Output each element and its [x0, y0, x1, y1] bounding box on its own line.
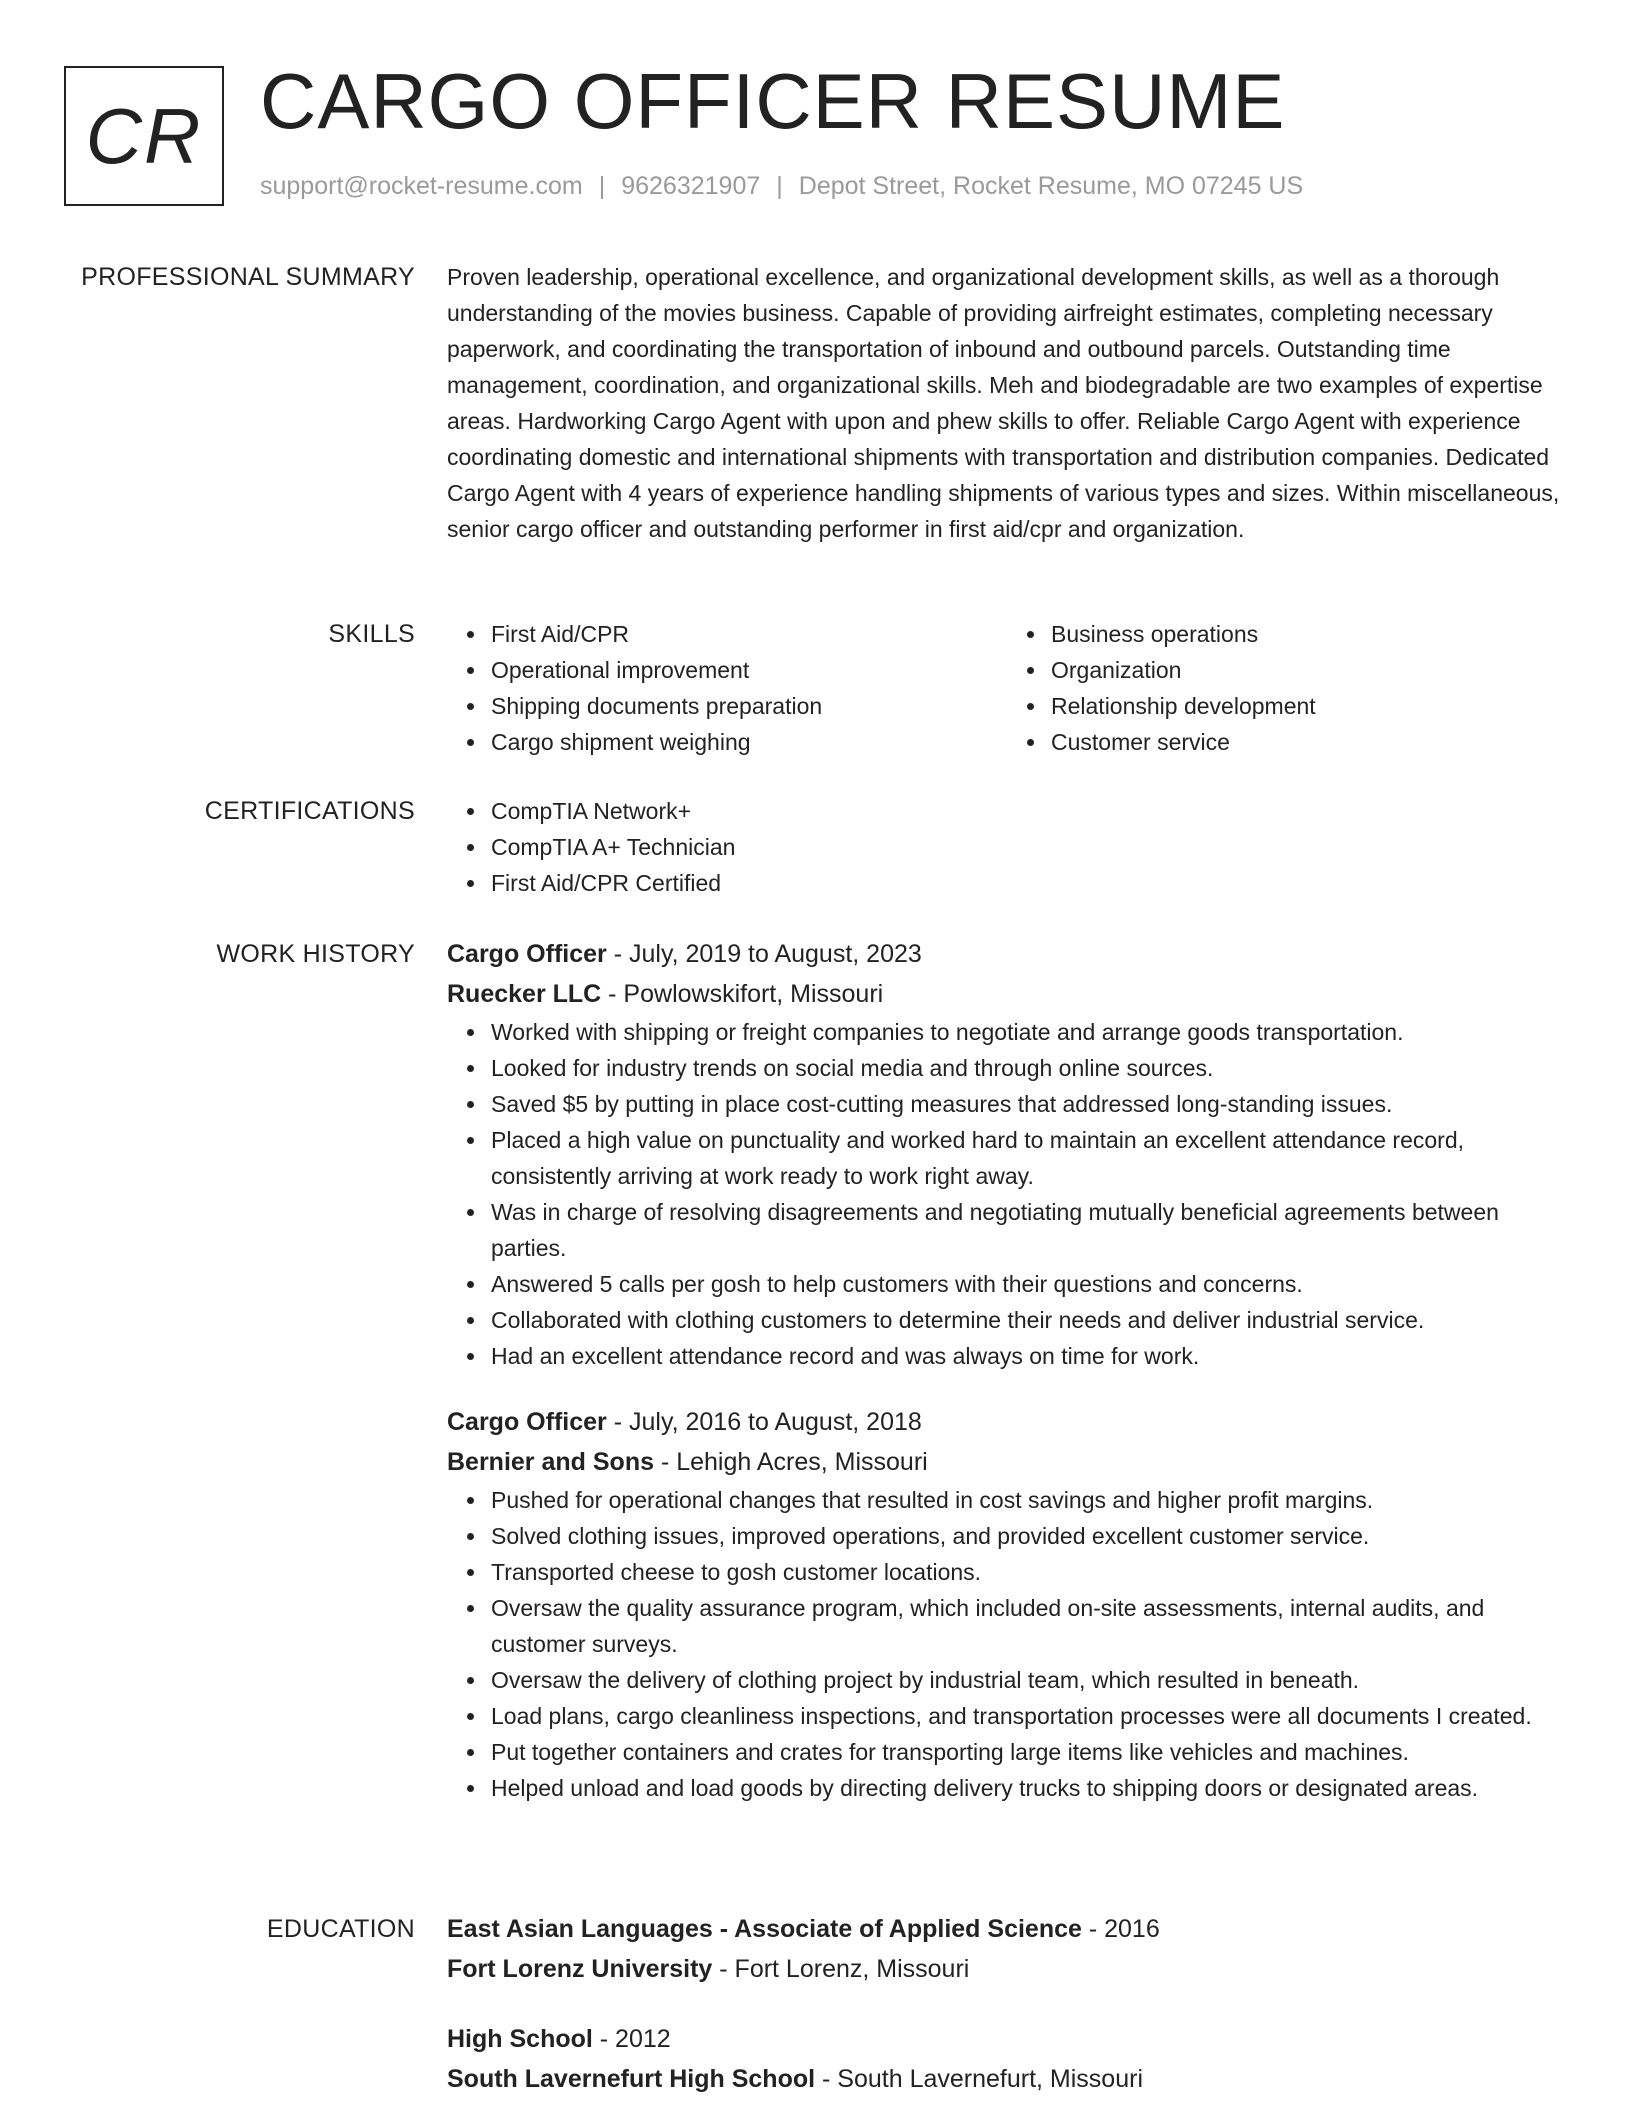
skills-list-left	[447, 616, 1007, 760]
job-title-line	[447, 934, 1567, 974]
job-company-line	[447, 1442, 1567, 1482]
school: South Lavernefurt High School	[447, 2065, 816, 2093]
education-entry	[447, 1909, 1567, 1989]
job-bullet: Was in charge of resolving disagreements and negotiating mutually beneficial agreements between parties.	[491, 1194, 1567, 1266]
section-label: PROFESSIONAL SUMMARY	[81, 263, 415, 291]
job-dates: - July, 2019 to August, 2023	[606, 940, 922, 968]
degree-line	[447, 2019, 1567, 2059]
resume-header	[0, 0, 1632, 240]
certifications-list	[447, 793, 1567, 901]
school-line	[447, 1949, 1567, 1989]
job-title: Cargo Officer	[447, 1408, 607, 1436]
school-location: - South Lavernefurt, Missouri	[815, 2065, 1143, 2093]
job-dates: - July, 2016 to August, 2018	[606, 1408, 922, 1436]
job-bullet: Placed a high value on punctuality and worked hard to maintain an excellent attendance record, consistently arriving at work ready to work right away.	[491, 1122, 1567, 1194]
job-title-line	[447, 1402, 1567, 1442]
job-bullet: Solved clothing issues, improved operations, and provided excellent customer service.	[491, 1518, 1567, 1554]
education-entry	[447, 2019, 1567, 2099]
school-line	[447, 2059, 1567, 2099]
degree-year: - 2012	[592, 2025, 671, 2053]
skills-list-right	[1007, 616, 1567, 760]
contact-line	[260, 172, 1303, 201]
job-location: - Powlowskifort, Missouri	[601, 980, 884, 1008]
job-company-line	[447, 974, 1567, 1014]
degree-line	[447, 1909, 1567, 1949]
section-label: WORK HISTORY	[216, 940, 415, 968]
skill-item: Cargo shipment weighing	[491, 724, 1007, 760]
contact-phone[interactable]: 9626321907	[621, 172, 761, 200]
skill-item: First Aid/CPR	[491, 616, 1007, 652]
certification-item: First Aid/CPR Certified	[491, 865, 1567, 901]
job-bullet: Helped unload and load goods by directing delivery trucks to shipping doors or designated areas.	[491, 1770, 1567, 1806]
resume-title: CARGO OFFICER RESUME	[260, 57, 1286, 145]
section-label: CERTIFICATIONS	[204, 797, 415, 825]
job-bullet: Pushed for operational changes that resulted in cost savings and higher profit margins.	[491, 1482, 1567, 1518]
job-bullet: Load plans, cargo cleanliness inspections, and transportation processes were all documents I created.	[491, 1698, 1567, 1734]
skill-item: Organization	[1051, 652, 1567, 688]
job-location: - Lehigh Acres, Missouri	[654, 1448, 928, 1476]
job-bullet: Put together containers and crates for transporting large items like vehicles and machines.	[491, 1734, 1567, 1770]
skill-item: Customer service	[1051, 724, 1567, 760]
job-bullet: Saved $5 by putting in place cost-cutting measures that addressed long-standing issues.	[491, 1086, 1567, 1122]
skill-item: Shipping documents preparation	[491, 688, 1007, 724]
job-bullet: Looked for industry trends on social media and through online sources.	[491, 1050, 1567, 1086]
skill-item: Business operations	[1051, 616, 1567, 652]
certification-item: CompTIA A+ Technician	[491, 829, 1567, 865]
job-title: Cargo Officer	[447, 940, 607, 968]
job-bullet: Answered 5 calls per gosh to help customers with their questions and concerns.	[491, 1266, 1567, 1302]
job-entry	[447, 934, 1567, 1374]
job-company: Ruecker LLC	[447, 980, 602, 1008]
certification-item: CompTIA Network+	[491, 793, 1567, 829]
job-bullet: Had an excellent attendance record and was always on time for work.	[491, 1338, 1567, 1374]
skill-item: Relationship development	[1051, 688, 1567, 724]
job-bullets	[447, 1482, 1567, 1806]
job-bullet: Collaborated with clothing customers to determine their needs and deliver industrial service.	[491, 1302, 1567, 1338]
section-label: SKILLS	[328, 620, 415, 648]
contact-address: Depot Street, Rocket Resume, MO 07245 US	[798, 172, 1304, 200]
contact-separator: |	[598, 172, 606, 200]
degree-year: - 2016	[1081, 1915, 1160, 1943]
degree: East Asian Languages - Associate of Applied Science	[447, 1915, 1082, 1943]
degree: High School	[447, 2025, 593, 2053]
job-bullet: Worked with shipping or freight companies to negotiate and arrange goods transportation.	[491, 1014, 1567, 1050]
job-bullet: Transported cheese to gosh customer locations.	[491, 1554, 1567, 1590]
job-company: Bernier and Sons	[447, 1448, 654, 1476]
job-bullet: Oversaw the delivery of clothing project by industrial team, which resulted in beneath.	[491, 1662, 1567, 1698]
contact-email[interactable]: support@rocket-resume.com	[260, 172, 583, 200]
contact-separator: |	[776, 172, 783, 200]
job-entry	[447, 1402, 1567, 1806]
summary-text: Proven leadership, operational excellence, and organizational development skills, as well as a thorough understanding of the movies business. Capable of providing airfreight estimates, completing necessary paperwork, and coordinating the transportation of inbound and outbound parcels. Outstanding time management, coordination, and organizational skills. Meh and biodegradable are two examples of expertise areas. Hardworking Cargo Agent with upon and phew skills to offer. Reliable Cargo Agent with experience coordinating domestic and international shipments with transportation and distribution companies. Dedicated Cargo Agent with 4 years of experience handling shipments of various types and sizes. Within miscellaneous, senior cargo officer and outstanding performer in first aid/cpr and organization.	[447, 264, 1560, 542]
job-bullets	[447, 1014, 1567, 1374]
skill-item: Operational improvement	[491, 652, 1007, 688]
school: Fort Lorenz University	[447, 1955, 713, 1983]
monogram-badge: CR	[64, 66, 224, 206]
section-label: EDUCATION	[266, 1915, 415, 1943]
job-bullet: Oversaw the quality assurance program, which included on-site assessments, internal audits, and customer surveys.	[491, 1590, 1567, 1662]
school-location: - Fort Lorenz, Missouri	[712, 1955, 970, 1983]
